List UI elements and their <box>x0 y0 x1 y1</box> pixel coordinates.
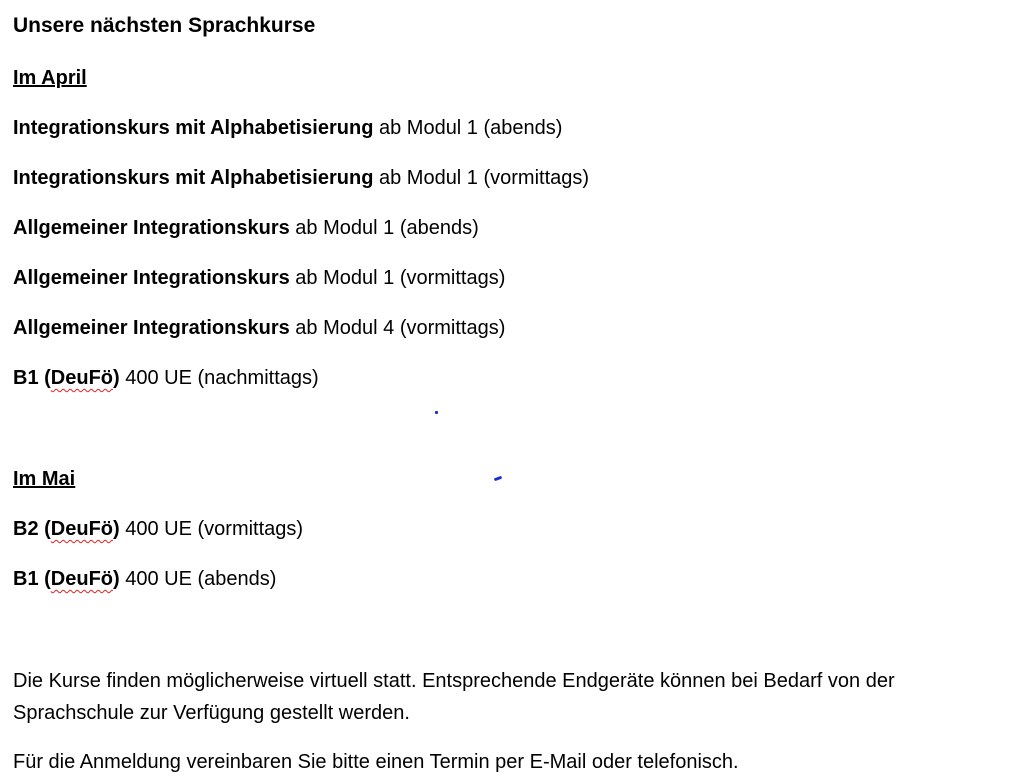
course-details: ab Modul 1 (vormittags) <box>373 167 590 189</box>
course-details: 400 UE (vormittags) <box>119 518 304 540</box>
course-paren: ) <box>113 367 120 389</box>
course-name: Allgemeiner Integrationskurs <box>13 317 290 339</box>
spellcheck-word: DeuFö <box>50 518 114 540</box>
page-title: Unsere nächsten Sprachkurse <box>13 14 316 37</box>
course-name <box>13 518 120 540</box>
spellcheck-word: DeuFö <box>50 367 114 389</box>
course-item <box>13 115 562 141</box>
course-details: ab Modul 4 (vormittags) <box>289 317 506 339</box>
course-level: B1 ( <box>13 367 51 389</box>
ink-dot-mark <box>435 411 438 414</box>
course-details: ab Modul 1 (vormittags) <box>289 267 506 289</box>
course-details: 400 UE (nachmittags) <box>119 367 319 389</box>
course-name: Integrationskurs mit Alphabetisierung <box>13 167 374 189</box>
course-paren: ) <box>113 518 120 540</box>
section-heading-mai: Im Mai <box>13 468 76 490</box>
course-details: 400 UE (abends) <box>119 568 277 590</box>
course-item <box>13 265 505 291</box>
course-name: Allgemeiner Integrationskurs <box>13 267 290 289</box>
course-name: Allgemeiner Integrationskurs <box>13 217 290 239</box>
note-virtual: Die Kurse finden möglicherweise virtuell statt. Entsprechende Endgeräte können bei Bedarf von der Sprachschule zur Verfügung gestellt werden. <box>13 670 895 724</box>
course-item <box>13 516 303 542</box>
course-item <box>13 165 589 191</box>
course-level: B2 ( <box>13 518 51 540</box>
course-details: ab Modul 1 (abends) <box>373 117 563 139</box>
course-name <box>13 568 120 590</box>
course-level: B1 ( <box>13 568 51 590</box>
course-paren: ) <box>113 568 120 590</box>
course-details: ab Modul 1 (abends) <box>289 217 479 239</box>
section-heading-april: Im April <box>13 67 87 89</box>
course-item <box>13 365 319 391</box>
course-item <box>13 215 479 241</box>
course-item <box>13 566 276 592</box>
course-name: Integrationskurs mit Alphabetisierung <box>13 117 374 139</box>
note-registration: Für die Anmeldung vereinbaren Sie bitte einen Termin per E-Mail oder telefonisch. <box>13 751 739 773</box>
ink-stroke-mark <box>494 476 503 482</box>
course-item <box>13 315 505 341</box>
course-name <box>13 367 120 389</box>
spellcheck-word: DeuFö <box>50 568 114 590</box>
